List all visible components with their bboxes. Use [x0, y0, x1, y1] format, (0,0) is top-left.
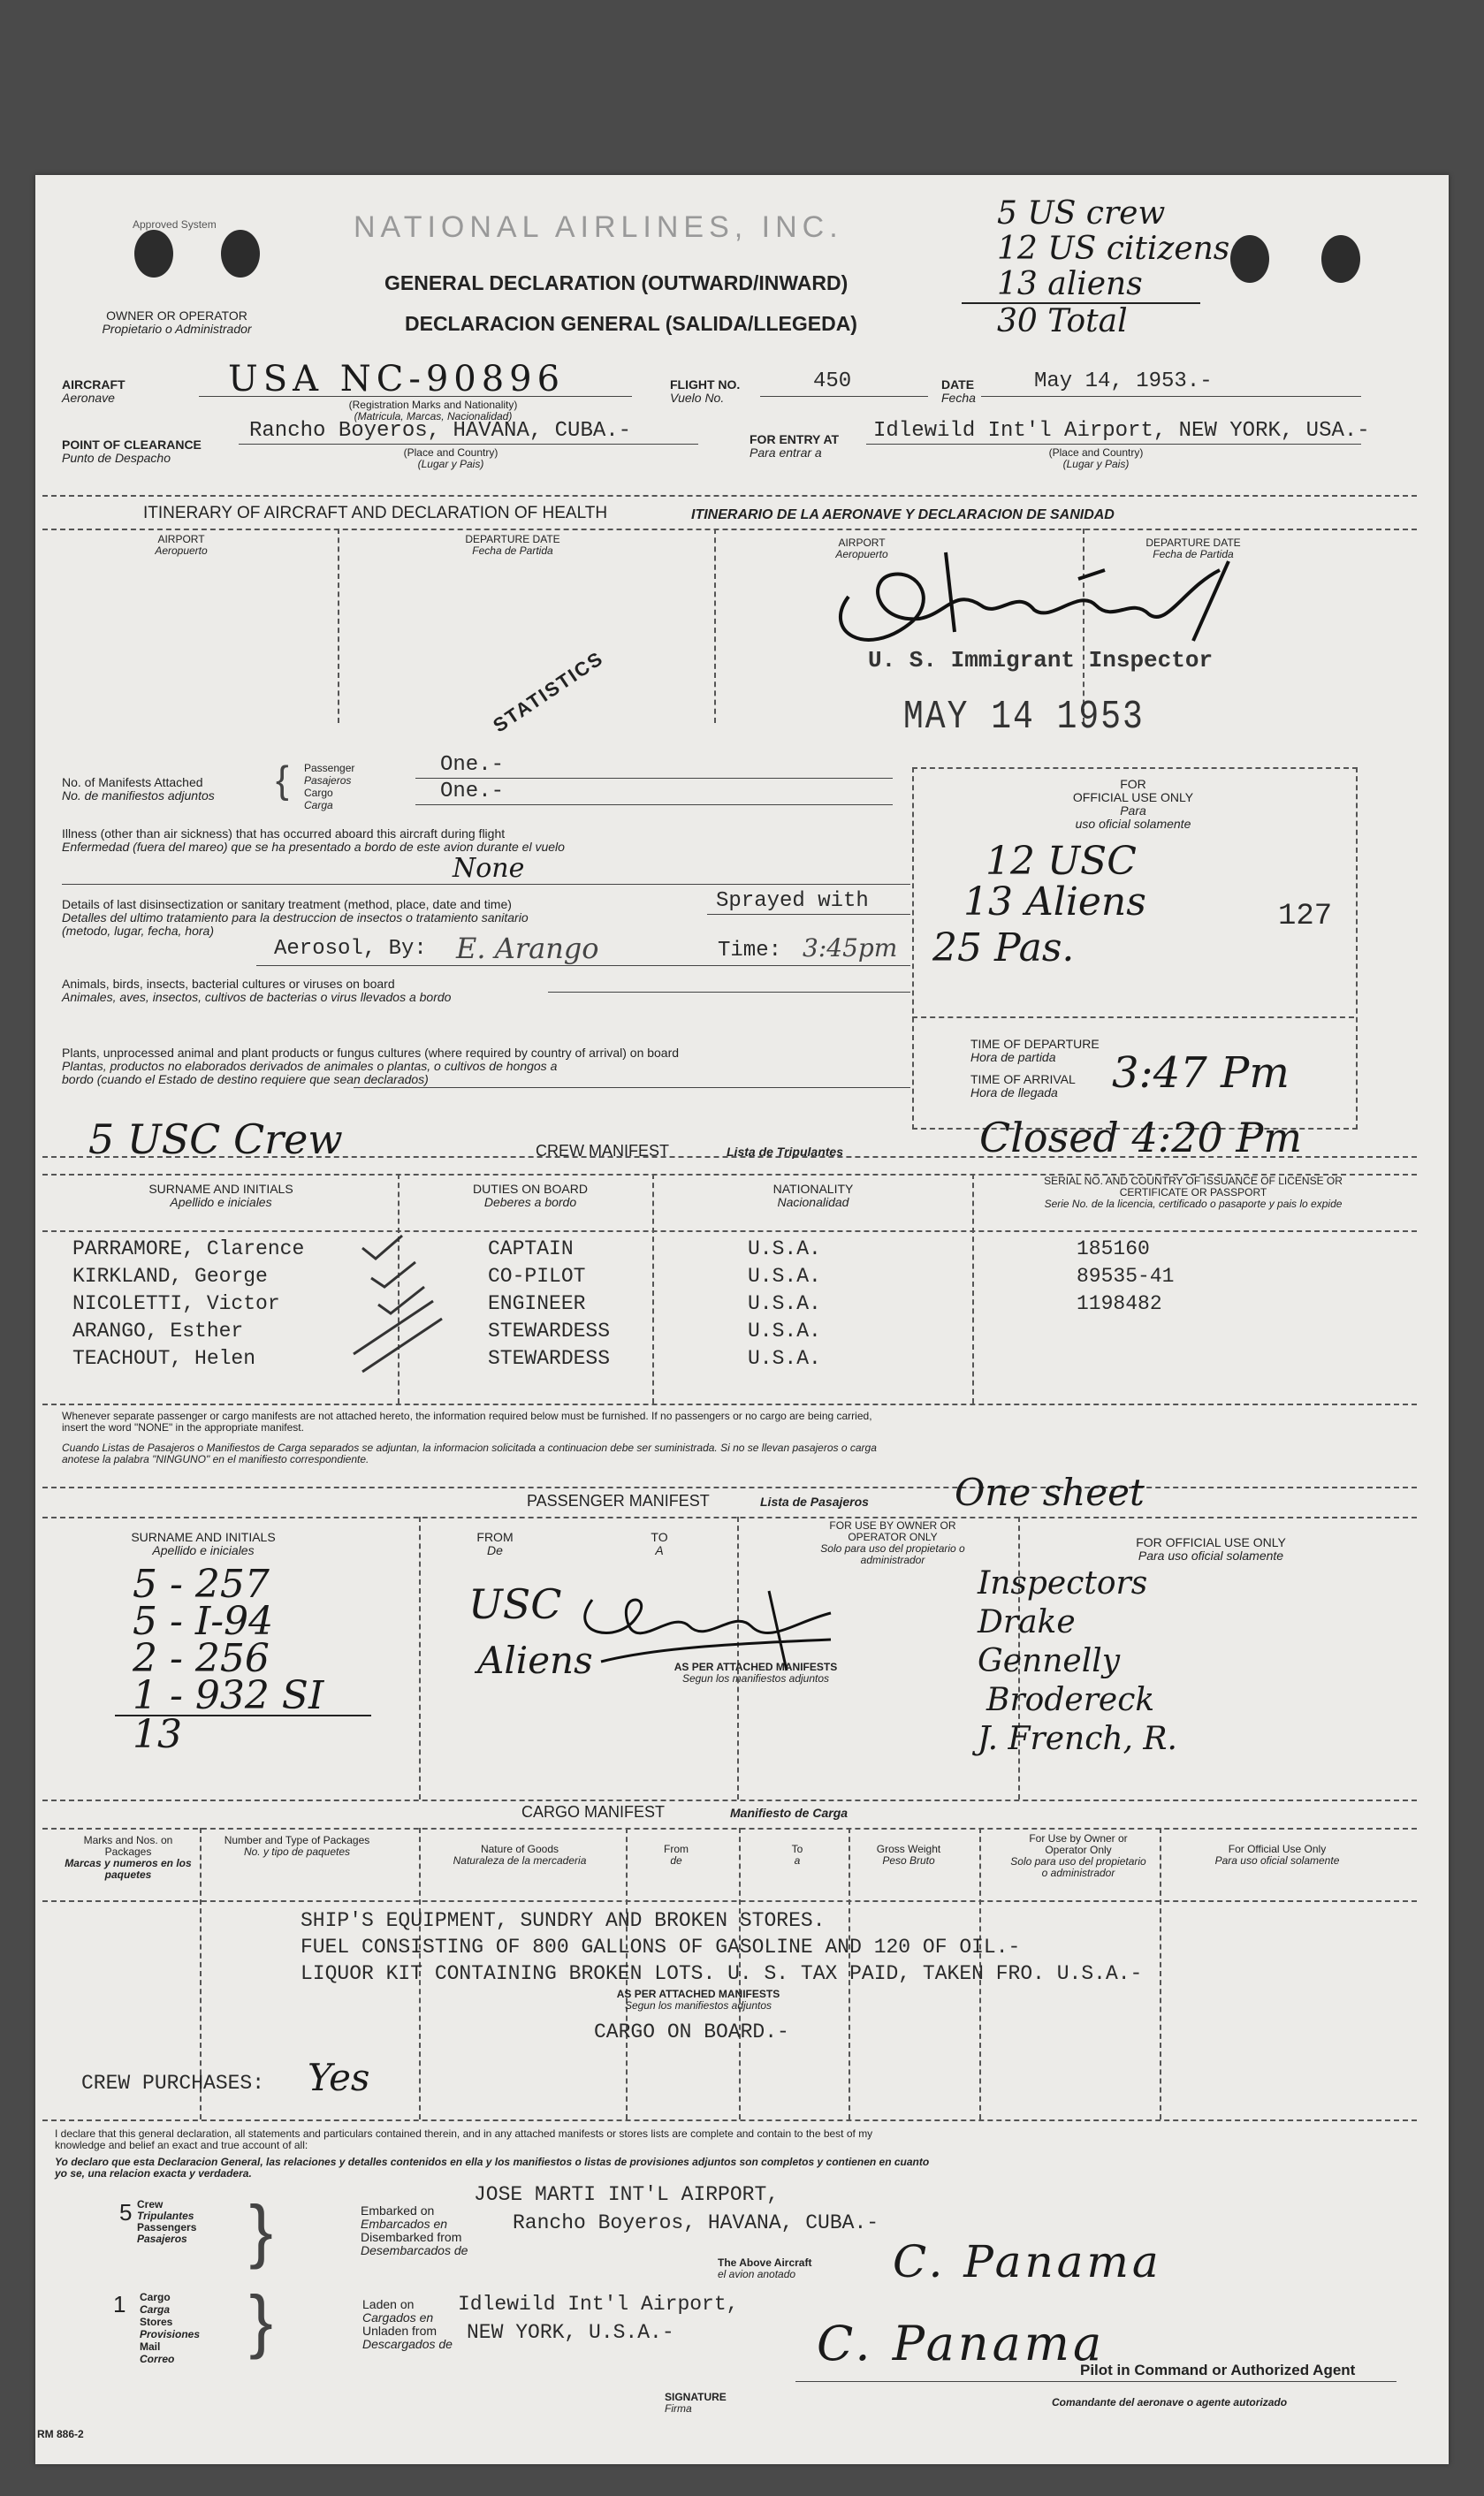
list-item: SHIP'S EQUIPMENT, SUNDRY AND BROKEN STORES.: [301, 1909, 826, 1932]
crew-header-surname: SURNAME AND INITIALS Apellido e iniciales: [148, 1182, 293, 1209]
cargo-manifests: One.-: [440, 780, 505, 803]
passenger-from-aliens: Aliens: [477, 1639, 593, 1682]
embarked-label: Embarked on Embarcados en Disembarked from Desembarcados de: [361, 2203, 468, 2257]
laden-value: Idlewild Int'l Airport,: [458, 2293, 739, 2316]
place-note: (Place and Country) (Lugar y Pais): [403, 446, 498, 470]
title-es: DECLARACION GENERAL (SALIDA/LLEGEDA): [405, 312, 857, 335]
crew-nationality: U.S.A. U.S.A. U.S.A. U.S.A. U.S.A.: [748, 1237, 821, 1370]
passenger-manifest-title-es: Lista de Pasajeros: [760, 1495, 869, 1509]
pilot-label: Pilot in Command or Authorized Agent: [1080, 2362, 1356, 2378]
laden-label: Laden on Cargados en Unladen from Descargados de: [362, 2297, 453, 2351]
cargo-header-marks: Marks and Nos. on Packages Marcas y numeros en los paquetes: [65, 1834, 192, 1881]
itinerary-airport-header: AIRPORT Aeropuerto: [155, 533, 208, 557]
embarked-value: JOSE MARTI INT'L AIRPORT,: [474, 2183, 780, 2206]
arrival-time-label: TIME OF ARRIVAL Hora de llegada: [970, 1072, 1076, 1100]
approved-system: Approved System: [133, 218, 217, 231]
disinsect-label: Details of last disinsectization or sanitary treatment (method, place, date and time) Detalles del ultimo tratamiento para la destruccion de insectos o tratamiento sanitario (metodo, lugar, fecha, hora): [62, 897, 529, 938]
passenger-header-surname: SURNAME AND INITIALS Apellido e iniciales: [131, 1530, 276, 1557]
entry-label: FOR ENTRY AT Para entrar a: [750, 432, 840, 460]
laden-value-2: NEW YORK, U.S.A.-: [467, 2321, 674, 2344]
clearance-label: POINT OF CLEARANCE Punto de Despacho: [62, 438, 202, 465]
signature-1: C. Panama: [893, 2236, 1162, 2287]
aircraft-registration: USA NC-90896: [228, 359, 566, 400]
passenger-header-from: FROM De: [476, 1530, 514, 1557]
passenger-header-official: FOR OFFICIAL USE ONLY Para uso oficial solamente: [1136, 1535, 1286, 1563]
passenger-header-owner: FOR USE BY OWNER OR OPERATOR ONLY Solo para uso del propietario o administrador: [820, 1519, 965, 1566]
instructions-es: Cuando Listas de Pasajeros o Manifiestos de Carga separados se adjuntan, la informacion solicitada a continuacion debe ser suministrada. Si no se llevan pasajeros o carga anotese la palabra "NINGUNO" en el manifiesto correspondiente.: [62, 1442, 877, 1465]
disinsect-method: Aerosol, By:: [274, 937, 427, 961]
departure-time-label: TIME OF DEPARTURE Hora de partida: [970, 1037, 1100, 1064]
crew-purchases-value: Yes: [308, 2056, 370, 2099]
list-item: LIQUOR KIT CONTAINING BROKEN LOTS. U. S. TAX PAID, TAKEN FRO. U.S.A.-: [301, 1962, 1143, 1985]
entry-value: Idlewild Int'l Airport, NEW YORK, USA.-: [873, 419, 1370, 443]
flight-date: May 14, 1953.-: [1034, 369, 1213, 393]
table-row: ARANGO, Esther: [72, 1320, 244, 1343]
statistics-stamp: STATISTICS: [489, 646, 608, 737]
above-aircraft: The Above Aircraft el avion anotado: [718, 2256, 812, 2280]
inspector-stamp: U. S. Immigrant Inspector: [868, 647, 1214, 673]
signature-label: SIGNATURE Firma: [665, 2391, 727, 2415]
disinsect-by: E. Arango: [456, 932, 599, 965]
crew-header-serial: SERIAL NO. AND COUNTRY OF ISSUANCE OF LICENSE OR CERTIFICATE OR PASSPORT Serie No. de la licencia, certificado o pasaporte y pais lo expide: [1044, 1175, 1343, 1210]
cargo-attached: AS PER ATTACHED MANIFESTS Segun los manifiestos adjuntos: [616, 1988, 780, 2012]
crew-serials: 185160 89535-41 1198482: [1077, 1237, 1175, 1315]
closed-time: Closed 4:20 Pm: [979, 1114, 1302, 1161]
instructions-en: Whenever separate passenger or cargo manifests are not attached hereto, the information required below must be furnished. If no passengers or no cargo are being carried, insert the word "NONE" in the appropriate manifest.: [62, 1410, 872, 1434]
crew-pass-labels: Crew Tripulantes Passengers Pasajeros: [137, 2198, 197, 2245]
cargo-count: 1: [113, 2291, 126, 2317]
manifest-types: Passenger Pasajeros Cargo Carga: [304, 762, 355, 811]
crew-purchases-label: CREW PURCHASES:: [81, 2072, 265, 2095]
registration-note: (Registration Marks and Nationality) (Matricula, Marcas, Nacionalidad): [348, 399, 518, 422]
punch-hole: [134, 230, 173, 278]
manifests-label: No. of Manifests Attached No. de manifiestos adjuntos: [62, 775, 215, 803]
passenger-manifest-title: PASSENGER MANIFEST: [527, 1492, 710, 1510]
cargo-labels: Cargo Carga Stores Provisiones Mail Correo: [140, 2291, 201, 2365]
passenger-manifests: One.-: [440, 753, 505, 777]
list-item: FUEL CONSISTING OF 800 GALLONS OF GASOLINE AND 120 OF OIL.-: [301, 1936, 1021, 1959]
pilot-label-es: Comandante del aeronave o agente autorizado: [1052, 2396, 1288, 2408]
clearance-value: Rancho Boyeros, HAVANA, CUBA.-: [249, 419, 632, 443]
form-number: RM 886-2: [37, 2428, 84, 2440]
animals-label: Animals, birds, insects, bacterial cultures or viruses on board Animales, aves, insectos, cultivos de bacterias o virus llevados a bordo: [62, 977, 452, 1004]
itinerary-departure-header-2: DEPARTURE DATE Fecha de Partida: [1145, 536, 1241, 560]
cargo-header-weight: Gross Weight Peso Bruto: [876, 1843, 941, 1867]
flight-number: 450: [813, 369, 852, 393]
embarked-value-2: Rancho Boyeros, HAVANA, CUBA.-: [513, 2211, 879, 2234]
crew-note: 5 USC Crew: [88, 1115, 343, 1163]
punch-hole: [1321, 235, 1360, 283]
date-stamp: MAY 14 1953: [903, 694, 1145, 741]
official-use-header: FOR OFFICIAL USE ONLY Para uso oficial solamente: [1072, 777, 1194, 831]
itinerary-airport-header-2: AIRPORT Aeropuerto: [835, 536, 888, 560]
itinerary-departure-header: DEPARTURE DATE Fecha de Partida: [465, 533, 560, 557]
crew-count: 5: [119, 2199, 133, 2226]
date-label: DATE Fecha: [941, 377, 976, 405]
table-row: NICOLETTI, Victor: [72, 1292, 280, 1315]
table-row: PARRAMORE, Clarence: [72, 1237, 305, 1260]
itinerary-title-en: ITINERARY OF AIRCRAFT AND DECLARATION OF HEALTH: [143, 504, 608, 522]
time-value: 3:45pm: [803, 933, 898, 963]
passenger-note: One sheet: [955, 1471, 1145, 1514]
passenger-header-to: TO A: [651, 1530, 668, 1557]
cargo-header-owner: For Use by Owner or Operator Only Solo para uso del propietario o administrador: [1010, 1832, 1146, 1879]
crew-header-duties: DUTIES ON BOARD Deberes a bordo: [473, 1182, 588, 1209]
table-row: TEACHOUT, Helen: [72, 1347, 256, 1370]
cargo-header-official: For Official Use Only Para uso oficial solamente: [1214, 1843, 1340, 1867]
declaration-es: Yo declaro que esta Declaracion General, las relaciones y detalles contenidos en ella y los manifiestos o listas de provisiones adjuntos son completos y contienen en cuanto yo se, una relacion exacta y verdadera.: [55, 2156, 930, 2180]
punch-hole: [221, 230, 260, 278]
cargo-on-board: CARGO ON BOARD.-: [594, 2020, 789, 2043]
passenger-inspectors: Inspectors Drake Gennelly Brodereck J. French, R.: [978, 1565, 1177, 1757]
inspector-signature: [813, 535, 1273, 663]
disinsect-value: Sprayed with: [716, 889, 869, 913]
official-count: 127: [1278, 900, 1333, 933]
illness-value: None: [453, 853, 525, 884]
passenger-counts: 5 - 257 5 - I-94 2 - 256 1 - 932 SI 13: [133, 1566, 371, 1754]
official-notes: 12 USC 13 Aliens 25 Pas.: [932, 839, 1146, 970]
cargo-manifest-title: CARGO MANIFEST: [521, 1803, 666, 1821]
departure-time-value: 3:47 Pm: [1112, 1048, 1290, 1098]
crew-checkmarks: [336, 1230, 468, 1381]
flight-label: FLIGHT NO. Vuelo No.: [670, 377, 741, 405]
airline-name: NATIONAL AIRLINES, INC.: [354, 210, 843, 244]
declaration-en: I declare that this general declaration, all statements and particulars contained therein, and in any attached manifests or stores lists are complete and contain to the best of my knowledge and belief an exact and true account of all:: [55, 2127, 873, 2151]
cargo-lines: [301, 1907, 1142, 1987]
cargo-header-goods: Nature of Goods Naturaleza de la mercaderia: [453, 1843, 587, 1867]
title-en: GENERAL DECLARATION (OUTWARD/INWARD): [384, 271, 849, 294]
owner-label: OWNER OR OPERATOR Propietario o Administrador: [102, 308, 252, 336]
crew-header-nationality: NATIONALITY Nacionalidad: [772, 1182, 854, 1209]
crew-manifest-title: CREW MANIFEST: [536, 1142, 669, 1160]
crew-manifest-title-es: Lista de Tripulantes: [727, 1145, 843, 1159]
time-label: Time:: [718, 939, 782, 963]
table-row: KIRKLAND, George: [72, 1265, 268, 1288]
cargo-header-from: From de: [664, 1843, 689, 1867]
passenger-attached: AS PER ATTACHED MANIFESTS Segun los manifiestos adjuntos: [674, 1661, 838, 1685]
place-note-2: (Place and Country) (Lugar y Pais): [1048, 446, 1144, 470]
tally-notes: 5 US crew 12 US citizens 13 aliens 30 Total: [997, 196, 1229, 339]
cargo-manifest-title-es: Manifiesto de Carga: [730, 1806, 849, 1820]
crew-names: [72, 1236, 304, 1373]
cargo-header-to: To a: [791, 1843, 803, 1867]
aircraft-label: AIRCRAFT Aeronave: [62, 377, 126, 405]
punch-hole: [1230, 235, 1269, 283]
cargo-header-packages: Number and Type of Packages No. y tipo de paquetes: [224, 1834, 370, 1858]
passenger-from-usc: USC: [468, 1580, 562, 1628]
illness-label: Illness (other than air sickness) that has occurred aboard this aircraft during flight Enfermedad (fuera del mareo) que se ha presentado a bordo de este avion durante el vuelo: [62, 826, 565, 854]
itinerary-title-es: ITINERARIO DE LA AERONAVE Y DECLARACION DE SANIDAD: [691, 507, 1115, 522]
signature-2: C. Panama: [817, 2316, 1106, 2371]
plants-label: Plants, unprocessed animal and plant products or fungus cultures (where required by country of arrival) on board Plantas, productos no elaborados derivados de animales o plantas, o cultivos de hongos a bordo (cuando el Estado de destino requiere que sean declarados): [62, 1046, 680, 1086]
crew-duties: CAPTAIN CO-PILOT ENGINEER STEWARDESS STEWARDESS: [488, 1237, 611, 1370]
